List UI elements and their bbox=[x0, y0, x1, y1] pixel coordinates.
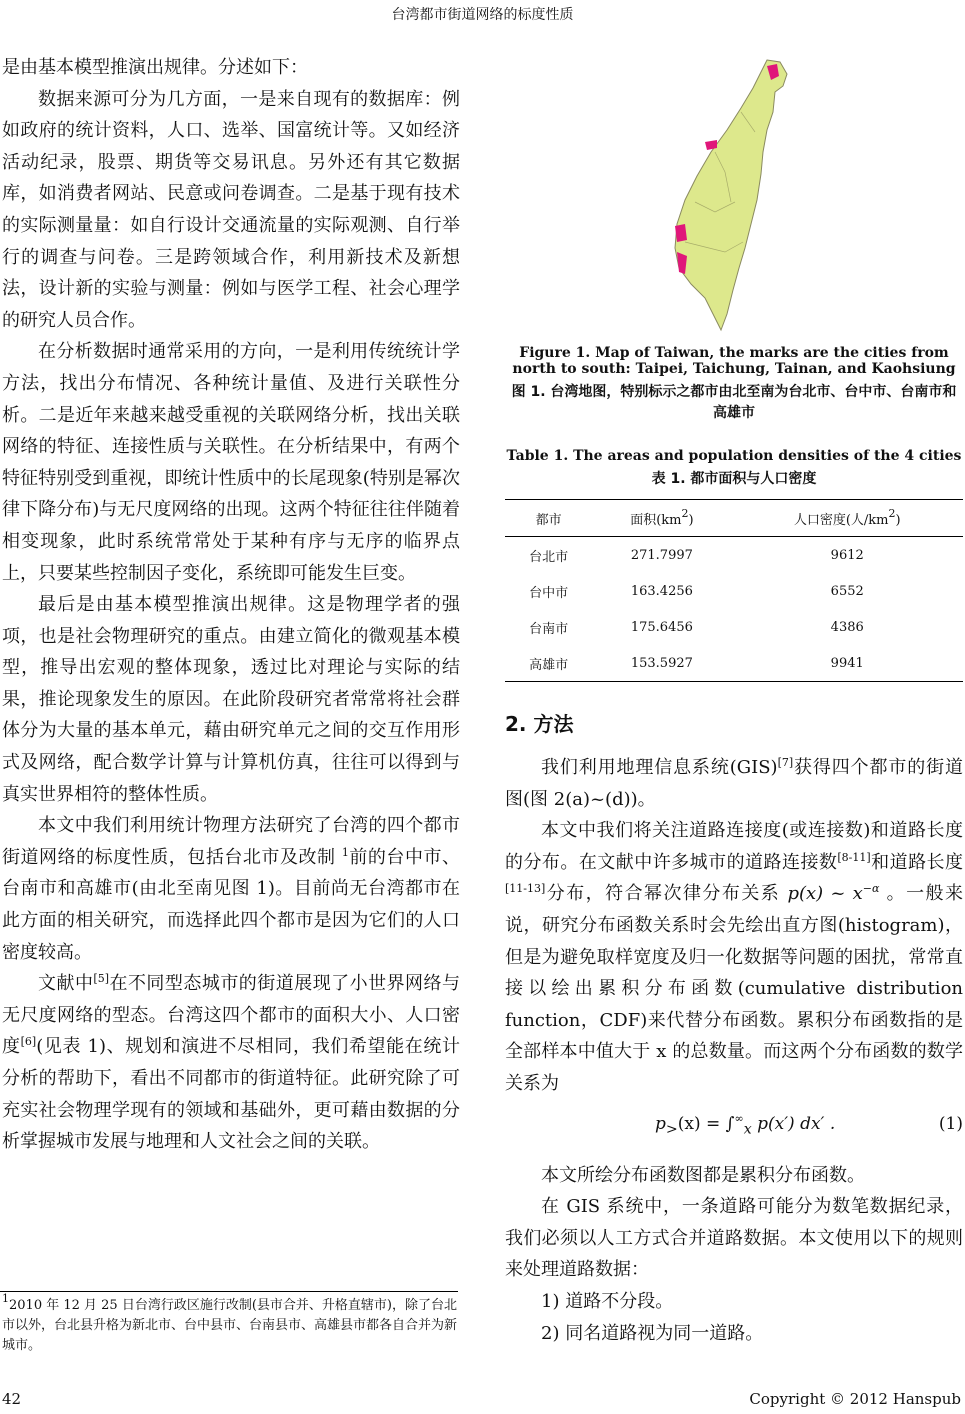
citation: [5] bbox=[93, 972, 110, 986]
paragraph: 在 GIS 系统中，一条道路可能分为数笔数据纪录，我们必须以人工方式合并道路数据。本文使用以下的规则来处理道路数据： bbox=[505, 1196, 963, 1281]
running-title: 台湾都市街道网络的标度性质 bbox=[391, 7, 574, 23]
copyright: Copyright © 2012 Hanspub bbox=[749, 1390, 961, 1408]
equation: $p_>(x) = \int^\infty_x$ p(x′) dx′ . (1) bbox=[655, 1111, 963, 1137]
header-city: 都市 bbox=[505, 500, 592, 537]
citation: [6] bbox=[20, 1035, 37, 1049]
left-column bbox=[2, 52, 460, 1158]
table-row: 台北市 271.7997 9612 bbox=[529, 547, 864, 565]
list-item: 1) 道路不分段。 bbox=[541, 1290, 674, 1312]
taiwan-map bbox=[655, 52, 825, 332]
paragraph: 数据来源可分为几方面，一是来自现有的数据库：例如政府的统计资料，人口、选举、国富统计等。又如经济活动纪录，股票、期货等交易讯息。另外还有其它数据库，如消费者网站、民意或问卷调查。二是基于现有技术的实际测量量：如自行设计交通流量的实际观测、自行举行的调查与问卷。三是跨领域合作，利用新技术及新想法，设计新的实验与测量：例如与医学工程、社会心理学的研究人员合作。 bbox=[2, 88, 460, 331]
header-density: 人口密度(人$/km^2$) bbox=[731, 500, 963, 537]
paragraph: 本文中我们将关注道路连接度(或连接数)和道路长度的分布。在文献中许多城市的道路连接数[8-11]和道路长度[11-13]分布，符合幂次律分布关系 p(x) ~ $x^{-\alpha}$ 。一般来说，研究分布函数关系时会先绘出直方图(histogram)，但是为避免取样宽度及归一化数据等问题的困扰，常常直接以绘出累积分布函数(cumulative distribution function，CDF)来代替分布函数。累积分布函数指的是全部样本中值大于 x 的总数量。而这两个分布函数的数学关系为 bbox=[505, 820, 964, 1094]
table-row: 高雄市 153.5927 9941 bbox=[505, 645, 963, 682]
footnote-divider bbox=[0, 1291, 458, 1292]
section-heading: 2. 方法 bbox=[505, 712, 574, 736]
footnote: $^1$2010 年 12 月 25 日台湾行政区施行改制(县市合并、升格直辖市)，除了台北市以外，台北县升格为新北市、台中县市、台南县市、高雄县市都各自合并为新城市。 bbox=[2, 1292, 458, 1353]
table-caption-en: Table 1. The areas and population densities of the 4 cities bbox=[506, 448, 962, 464]
paragraph: 本文所绘分布函数图都是累积分布函数。 bbox=[541, 1164, 865, 1186]
paragraph: 在分析数据时通常采用的方向，一是利用传统统计学方法，找出分布情况、各种统计量值、及进行关联性分析。二是近年来越来越受重视的关联网络分析，找出关联网络的特征、连接性质与关联性。在分析结果中，有两个特征特别受到重视，即统计性质中的长尾现象(特别是幂次律下降分布)与无尺度网络的出现。这两个特征往往伴随着相变现象，此时系统常常处于某种有序与无序的临界点上，只要某些控制因子变化，系统即可能发生巨变。 bbox=[2, 341, 460, 584]
page-number: 42 bbox=[2, 1390, 22, 1408]
paragraph: 本文中我们利用统计物理方法研究了台湾的四个都市街道网络的标度性质，包括台北市及改制 $^1$前的台中市、台南市和高雄市(由北至南见图 1)。目前尚无台湾都市在此方面的相关研究，而选择此四个都市是因为它们的人口密度较高。 bbox=[2, 815, 461, 963]
paragraph: 最后是由基本模型推演出规律。这是物理学者的强项，也是社会物理研究的重点。由建立简化的微观基本模型，推导出宏观的整体现象，透过比对理论与实际的结果，推论现象发生的原因。在此阶段研究者常常将社会群体分为大量的基本单元，藉由研究单元之间的交互作用形式及网络，配合数学计算与计算机仿真，往往可以得到与真实世界相符的整体性质。 bbox=[2, 594, 460, 805]
table-row: 台南市 175.6456 4386 bbox=[529, 619, 864, 637]
figure-caption-zh: 图 1. 台湾地图，特别标示之都市由北至南为台北市、台中市、台南市和高雄市 bbox=[511, 384, 957, 421]
paragraph: 是由基本模型推演出规律。分述如下： bbox=[2, 57, 308, 78]
paragraph: 文献中[5]在不同型态城市的街道展现了小世界网络与无尺度网络的型态。台湾这四个都市的面积大小、人口密度[6](见表 1)、规划和演进不尽相同，我们希望能在统计分析的帮助下，看出不同都市的街道特征。此研究除了可充实社会物理学现有的领域和基础外，更可藉由数据的分析掌握城市发展与地理和人文社会之间的关联。 bbox=[2, 972, 461, 1153]
list-item: 2) 同名道路视为同一道路。 bbox=[541, 1322, 764, 1344]
paragraph: 我们利用地理信息系统(GIS)[7]获得四个都市的街道图(图 2(a)~(d))。 bbox=[505, 756, 964, 810]
table-row: 台中市 163.4256 6552 bbox=[529, 583, 864, 601]
header-area: 面积$(km^2)$ bbox=[592, 500, 731, 537]
figure-caption-en: Figure 1. Map of Taiwan, the marks are the cities from north to south: Taipei, Taichung, Tainan, and Kaohsiung bbox=[512, 345, 956, 377]
footnote-mark: 1 bbox=[341, 845, 349, 859]
section-body bbox=[505, 752, 963, 1349]
tainan-mark bbox=[675, 224, 687, 242]
equation-number: (1) bbox=[938, 1113, 963, 1134]
table-caption-zh: 表 1. 都市面积与人口密度 bbox=[651, 471, 817, 487]
data-table bbox=[505, 499, 963, 682]
